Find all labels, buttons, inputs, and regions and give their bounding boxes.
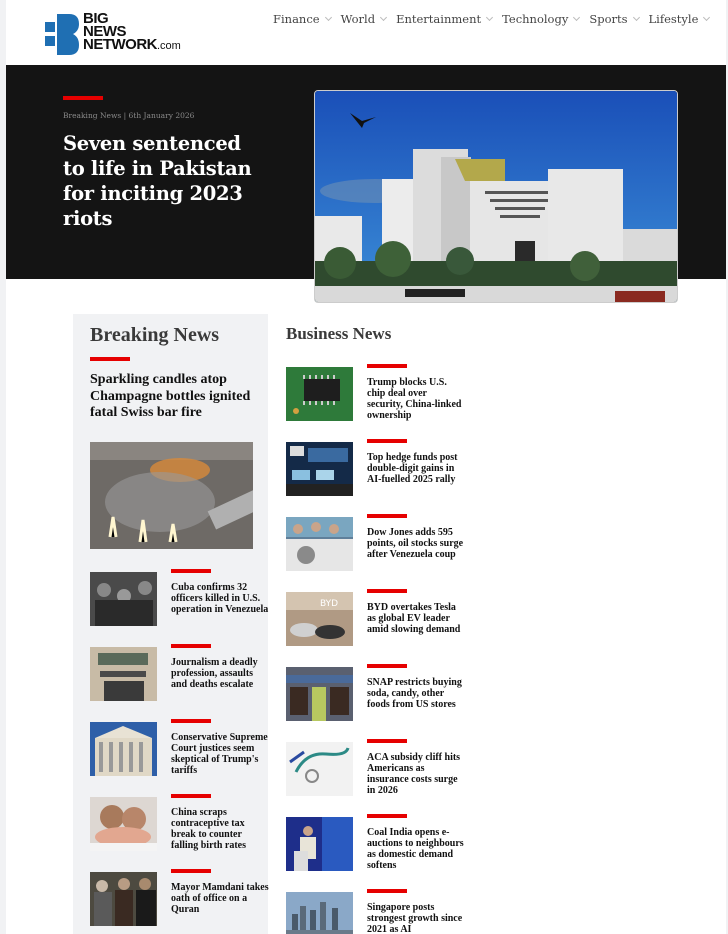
- accent-bar: [367, 514, 407, 518]
- story-thumbnail[interactable]: [90, 722, 157, 776]
- accent-bar: [367, 889, 407, 893]
- main-nav: [273, 12, 719, 26]
- logo-b-mark-icon: [45, 14, 79, 55]
- breaking-story[interactable]: [90, 719, 280, 789]
- story-headline[interactable]: Mayor Mamdani takes oath of office on a Quran: [171, 882, 269, 915]
- hero-image[interactable]: [314, 90, 678, 303]
- breaking-story[interactable]: [90, 794, 280, 864]
- story-headline[interactable]: Cuba confirms 32 officers killed in U.S. operation in Venezuela: [171, 582, 269, 615]
- business-story[interactable]: [286, 739, 476, 809]
- hero-accent-bar: [63, 96, 103, 100]
- site-header: [6, 0, 726, 65]
- logo-line-big: BIG: [83, 10, 109, 27]
- story-headline[interactable]: Journalism a deadly profession, assaults and deaths escalate: [171, 657, 258, 690]
- story-headline[interactable]: Dow Jones adds 595 points, oil stocks surge after Venezuela coup: [367, 527, 464, 560]
- business-story[interactable]: [286, 364, 476, 434]
- business-story[interactable]: [286, 514, 476, 584]
- breaking-main-headline[interactable]: Sparkling candles atop Champagne bottles ignited fatal Swiss bar fire: [90, 372, 251, 420]
- story-headline[interactable]: Top hedge funds post double-digit gains in AI-fuelled 2025 rally: [367, 452, 458, 485]
- svg-text:BYD: BYD: [320, 599, 339, 609]
- page: [6, 0, 726, 934]
- chevron-down-icon: [325, 14, 332, 21]
- chevron-down-icon: [632, 14, 639, 21]
- nav-item-world[interactable]: [341, 12, 387, 26]
- nav-item-entertainment[interactable]: [396, 12, 492, 26]
- site-logo[interactable]: [45, 12, 205, 58]
- business-story[interactable]: [286, 439, 476, 509]
- story-thumbnail[interactable]: [286, 742, 353, 796]
- accent-bar: [90, 357, 130, 361]
- accent-bar: [171, 644, 211, 648]
- story-headline[interactable]: Singapore posts strongest growth since 2021 as AI: [367, 902, 463, 934]
- nav-item-finance[interactable]: [273, 12, 331, 26]
- story-headline[interactable]: China scraps contraceptive tax break to counter falling birth rates: [171, 807, 246, 851]
- story-headline[interactable]: SNAP restricts buying soda, candy, other foods from US stores: [367, 677, 462, 710]
- accent-bar: [367, 814, 407, 818]
- story-headline[interactable]: BYD overtakes Tesla as global EV leader amid slowing demand: [367, 602, 461, 635]
- chevron-down-icon: [703, 14, 710, 21]
- story-thumbnail[interactable]: [90, 872, 157, 926]
- breaking-story[interactable]: [90, 569, 280, 639]
- business-story[interactable]: [286, 814, 476, 884]
- nav-item-sports[interactable]: [589, 12, 638, 26]
- nav-item-technology[interactable]: [502, 12, 579, 26]
- breaking-news-title: Breaking News: [90, 324, 220, 346]
- logo-line-network: NETWORK: [83, 36, 157, 53]
- breaking-news-panel: [73, 314, 268, 934]
- logo-line-news: NEWS: [83, 23, 126, 40]
- breaking-main-image[interactable]: [90, 442, 253, 549]
- story-thumbnail[interactable]: [286, 367, 353, 421]
- accent-bar: [171, 719, 211, 723]
- logo-wordmark: [83, 12, 181, 53]
- accent-bar: [171, 794, 211, 798]
- logo-suffix: .com: [157, 40, 181, 52]
- chevron-down-icon: [486, 14, 493, 21]
- accent-bar: [367, 664, 407, 668]
- breaking-story[interactable]: [90, 644, 280, 714]
- business-story[interactable]: [286, 889, 476, 934]
- accent-bar: [367, 364, 407, 368]
- story-thumbnail[interactable]: [90, 797, 157, 851]
- story-thumbnail[interactable]: [90, 572, 157, 626]
- business-story[interactable]: [286, 589, 476, 659]
- hero-meta: Breaking News | 6th January 2026: [63, 111, 195, 120]
- nav-label: Lifestyle: [648, 12, 699, 26]
- business-news-title: Business News: [286, 324, 392, 343]
- nav-label: Technology: [502, 12, 569, 26]
- nav-label: Entertainment: [396, 12, 482, 26]
- story-thumbnail[interactable]: [286, 817, 353, 871]
- story-headline[interactable]: Coal India opens e-auctions to neighbours as domestic demand softens: [367, 827, 464, 871]
- story-thumbnail[interactable]: [90, 647, 157, 701]
- nav-label: Sports: [589, 12, 628, 26]
- story-thumbnail[interactable]: [286, 892, 353, 934]
- nav-label: Finance: [273, 12, 320, 26]
- chevron-down-icon: [380, 14, 387, 21]
- story-thumbnail[interactable]: [286, 667, 353, 721]
- accent-bar: [367, 739, 407, 743]
- accent-bar: [367, 589, 407, 593]
- nav-label: World: [340, 12, 376, 26]
- story-thumbnail[interactable]: [286, 517, 353, 571]
- business-story[interactable]: [286, 664, 476, 734]
- accent-bar: [171, 569, 211, 573]
- nav-item-lifestyle[interactable]: [649, 12, 710, 26]
- breaking-story[interactable]: [90, 869, 280, 934]
- hero-headline[interactable]: Seven sentenced to life in Pakistan for inciting 2023 riots: [63, 132, 252, 230]
- story-headline[interactable]: ACA subsidy cliff hits Americans as insurance costs surge in 2026: [367, 752, 461, 796]
- story-headline[interactable]: Conservative Supreme Court justices seem skeptical of Trump's tariffs: [171, 732, 268, 776]
- story-headline[interactable]: Trump blocks U.S. chip deal over security, China-linked ownership: [367, 377, 462, 421]
- story-thumbnail[interactable]: [286, 592, 353, 646]
- accent-bar: [367, 439, 407, 443]
- chevron-down-icon: [573, 14, 580, 21]
- accent-bar: [171, 869, 211, 873]
- story-thumbnail[interactable]: [286, 442, 353, 496]
